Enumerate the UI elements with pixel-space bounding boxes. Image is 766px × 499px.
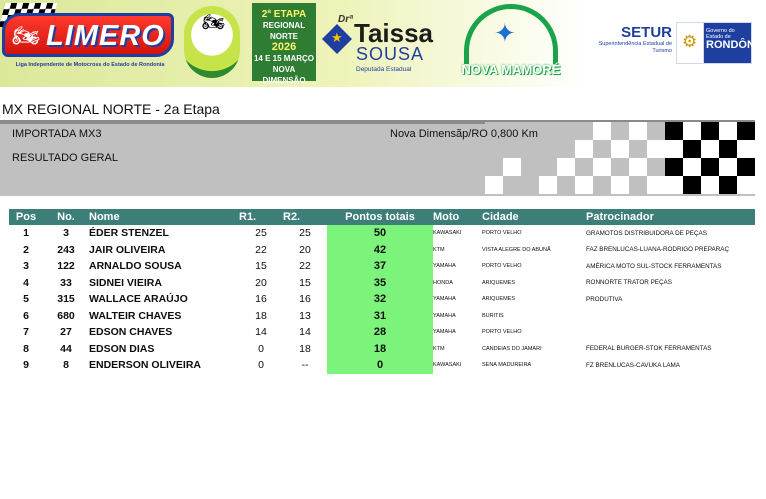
checker-square xyxy=(611,158,629,176)
table-row xyxy=(9,324,755,341)
etapa-region: REGIONAL NORTE xyxy=(262,21,306,41)
col-header-pos: Pos xyxy=(9,209,43,225)
cell-name: ÉDER STENZEL xyxy=(89,227,169,240)
checker-square xyxy=(719,122,737,140)
cell-race2: -- xyxy=(301,359,309,372)
table-row xyxy=(9,258,755,275)
cell-race2: 16 xyxy=(299,293,311,306)
col-header-sponsor: Patrocinador xyxy=(586,209,755,225)
cell-number: 315 xyxy=(57,293,75,306)
checker-square xyxy=(503,176,521,194)
checker-square xyxy=(575,176,593,194)
cell-race2: 14 xyxy=(299,326,311,339)
cell-bike: KAWASAKI xyxy=(433,362,462,369)
checker-square xyxy=(539,122,557,140)
cell-bike: KTM xyxy=(433,246,445,253)
checker-square xyxy=(629,176,647,194)
table-row xyxy=(9,308,755,325)
checker-square xyxy=(575,158,593,176)
cell-points: 32 xyxy=(327,291,433,308)
cell-city: VISTA ALEGRE DO ABUNÃ xyxy=(482,246,551,253)
cell-points: 31 xyxy=(327,308,433,325)
table-row xyxy=(9,275,755,292)
checker-square xyxy=(683,176,701,194)
checker-square xyxy=(575,140,593,158)
rondonia-logo xyxy=(676,22,766,64)
checker-square xyxy=(647,176,665,194)
cell-race2: 15 xyxy=(299,276,311,289)
event-title: MX REGIONAL NORTE - 2a Etapa xyxy=(2,101,220,117)
checker-square xyxy=(701,140,719,158)
checker-square xyxy=(737,176,755,194)
cell-city: CANDEIAS DO JAMARI xyxy=(482,345,542,352)
nova-mamore-name: NOVA MAMORÉ xyxy=(461,62,561,77)
checker-square xyxy=(737,158,755,176)
cell-points: 0 xyxy=(327,357,433,374)
checker-square xyxy=(485,140,503,158)
table-row xyxy=(9,291,755,308)
checker-square xyxy=(557,122,575,140)
setur-logo xyxy=(590,24,672,64)
table-row xyxy=(9,242,755,259)
checker-square xyxy=(593,122,611,140)
cell-points: 28 xyxy=(327,324,433,341)
cell-bike: YAMAHA xyxy=(433,263,456,270)
cell-race2: 22 xyxy=(299,260,311,273)
motocross-rider-icon: 🏍 xyxy=(12,23,40,48)
checker-square xyxy=(521,158,539,176)
checker-square xyxy=(521,140,539,158)
cell-race1: 15 xyxy=(255,260,267,273)
cell-pos: 5 xyxy=(23,293,29,306)
cell-race2: 18 xyxy=(299,342,311,355)
checker-square xyxy=(593,140,611,158)
cell-name: JAIR OLIVEIRA xyxy=(89,243,166,256)
checker-square xyxy=(683,140,701,158)
cell-sponsor: RONNORTE TRATOR PEÇAS xyxy=(586,279,672,287)
checker-square xyxy=(557,158,575,176)
cell-race1: 20 xyxy=(255,276,267,289)
checker-square xyxy=(539,158,557,176)
checker-square xyxy=(719,176,737,194)
cell-number: 122 xyxy=(57,260,75,273)
cell-bike: YAMAHA xyxy=(433,312,456,319)
checker-square xyxy=(665,176,683,194)
cell-race1: 16 xyxy=(255,293,267,306)
checker-square xyxy=(557,140,575,158)
cell-name: WALTEIR CHAVES xyxy=(89,309,182,322)
col-header-number: No. xyxy=(43,209,89,225)
checker-square xyxy=(647,158,665,176)
cell-city: BURITIS xyxy=(482,312,504,319)
cell-number: 44 xyxy=(60,342,72,355)
cell-race2: 13 xyxy=(299,309,311,322)
taissa-prefix: Drª xyxy=(338,14,353,25)
rondonia-big: RONDÔNIA xyxy=(706,39,766,51)
cell-pos: 1 xyxy=(23,227,29,240)
checker-square xyxy=(665,158,683,176)
cell-pos: 4 xyxy=(23,276,29,289)
category-name: IMPORTADA MX3 xyxy=(12,128,102,140)
col-header-city: Cidade xyxy=(482,209,586,225)
etapa-number: 2ª ETAPA xyxy=(261,9,307,20)
limero-logo xyxy=(2,3,177,81)
checker-square xyxy=(557,176,575,194)
cell-city: ARIQUEMES xyxy=(482,279,516,286)
cell-number: 680 xyxy=(57,309,75,322)
checker-square xyxy=(593,176,611,194)
checker-square xyxy=(737,140,755,158)
table-row xyxy=(9,357,755,374)
table-row xyxy=(9,341,755,358)
checker-square xyxy=(575,122,593,140)
cell-pos: 6 xyxy=(23,309,29,322)
etapa-venue: NOVA DIMENSÃO xyxy=(262,65,306,85)
cell-city: PORTO VELHO xyxy=(482,230,522,237)
checker-square xyxy=(485,176,503,194)
cell-race1: 0 xyxy=(258,342,264,355)
cell-sponsor: AMÉRICA MOTO SUL-STOCK FERRAMENTAS xyxy=(586,262,722,270)
cell-bike: HONDA xyxy=(433,279,453,286)
cell-sponsor: FEDERAL BURGER-STOK FERRAMENTAS xyxy=(586,345,712,353)
cell-name: ARNALDO SOUSA xyxy=(89,260,182,273)
cell-sponsor: GRAMOTOS DISTRIBUIDORA DE PEÇAS xyxy=(586,229,707,237)
taissa-sousa-logo xyxy=(322,10,444,76)
checker-square xyxy=(593,158,611,176)
cell-name: WALLACE ARAÚJO xyxy=(89,293,188,306)
checker-square xyxy=(701,122,719,140)
cell-number: 33 xyxy=(60,276,72,289)
cell-pos: 9 xyxy=(23,359,29,372)
cell-city: PORTO VELHO xyxy=(482,263,522,270)
cell-points: 37 xyxy=(327,258,433,275)
cell-pos: 8 xyxy=(23,342,29,355)
cell-points: 18 xyxy=(327,341,433,358)
checker-square xyxy=(629,122,647,140)
people-icon: ✦ xyxy=(494,18,516,48)
checker-square xyxy=(611,140,629,158)
col-header-name: Nome xyxy=(89,209,239,225)
cell-city: SENA MADUREIRA xyxy=(482,362,532,369)
cell-race1: 14 xyxy=(255,326,267,339)
checker-square xyxy=(719,158,737,176)
checker-square xyxy=(611,176,629,194)
table-row xyxy=(9,225,755,242)
checker-square xyxy=(611,122,629,140)
motocross-rider-icon: 🏍 xyxy=(202,12,225,32)
cell-number: 8 xyxy=(63,359,69,372)
checker-square xyxy=(521,176,539,194)
results-table xyxy=(9,209,755,374)
limero-tagline: Liga Independente de Motocross do Estado de Rondonia xyxy=(15,62,165,68)
checker-square xyxy=(647,122,665,140)
checker-square xyxy=(629,140,647,158)
checker-square xyxy=(629,158,647,176)
cell-race1: 18 xyxy=(255,309,267,322)
checker-square xyxy=(683,122,701,140)
checker-square xyxy=(539,140,557,158)
col-header-points: Pontos totais xyxy=(327,209,433,225)
cell-sponsor: PRODUTIVA xyxy=(586,295,623,303)
event-title-bar xyxy=(0,98,755,121)
checker-square xyxy=(485,158,503,176)
cell-number: 27 xyxy=(60,326,72,339)
cell-points: 42 xyxy=(327,242,433,259)
etapa-badge xyxy=(252,3,316,85)
cell-number: 3 xyxy=(63,227,69,240)
etapa-dates: 14 E 15 MARÇO xyxy=(253,54,315,63)
setur-acronym: SETUR xyxy=(621,24,672,41)
checker-square xyxy=(503,140,521,158)
checker-square xyxy=(701,158,719,176)
cell-race1: 25 xyxy=(255,227,267,240)
col-header-race1: R1. xyxy=(239,209,283,225)
setur-line2: Turismo xyxy=(652,48,672,54)
cell-race2: 20 xyxy=(299,243,311,256)
nova-mamore-logo xyxy=(456,4,566,82)
cell-bike: YAMAHA xyxy=(433,296,456,303)
checker-square xyxy=(665,122,683,140)
cell-bike: KAWASAKI xyxy=(433,230,462,237)
col-header-race2: R2. xyxy=(283,209,327,225)
motocross-emblem xyxy=(182,4,242,80)
sponsor-banner xyxy=(0,0,766,87)
cell-pos: 3 xyxy=(23,260,29,273)
col-header-bike: Moto xyxy=(433,209,482,225)
taissa-last-name: SOUSA xyxy=(356,44,425,64)
checker-square xyxy=(737,122,755,140)
cell-bike: YAMAHA xyxy=(433,329,456,336)
checker-square xyxy=(665,140,683,158)
cell-name: SIDNEI VIEIRA xyxy=(89,276,162,289)
cell-name: ENDERSON OLIVEIRA xyxy=(89,359,202,372)
cell-sponsor: FZ BRENLUCAS-CAVUKA LAMA xyxy=(586,361,681,369)
checker-square xyxy=(701,176,719,194)
checker-square xyxy=(647,140,665,158)
cell-pos: 7 xyxy=(23,326,29,339)
cell-name: EDSON DIAS xyxy=(89,342,155,355)
taissa-first-name: Taissa xyxy=(354,18,434,48)
cell-bike: KTM xyxy=(433,345,445,352)
cell-city: PORTO VELHO xyxy=(482,329,522,336)
cell-city: ARIQUEMES xyxy=(482,296,516,303)
limero-name: LIMERO xyxy=(46,20,165,52)
cell-sponsor: FAZ BRENLUCAS-LUANA-RODRIGO PREPARAÇ xyxy=(586,246,729,254)
cell-sponsor xyxy=(586,324,755,341)
checker-square xyxy=(539,176,557,194)
event-location: Nova Dimensãp/RO 0,800 Km xyxy=(390,128,538,140)
cell-points: 50 xyxy=(327,225,433,242)
setur-line1: Superintendência Estadual de xyxy=(598,41,672,47)
state-crest-icon xyxy=(676,22,704,64)
cell-name: EDSON CHAVES xyxy=(89,326,173,339)
result-type: RESULTADO GERAL xyxy=(12,152,118,164)
checker-square xyxy=(719,140,737,158)
cell-number: 243 xyxy=(57,243,75,256)
results-header-row xyxy=(9,209,755,225)
checker-square xyxy=(683,158,701,176)
cell-race2: 25 xyxy=(299,227,311,240)
cell-race1: 0 xyxy=(258,359,264,372)
cell-points: 35 xyxy=(327,275,433,292)
checker-square xyxy=(503,158,521,176)
rondonia-small: Governo do Estado de xyxy=(706,28,735,40)
cell-race1: 22 xyxy=(255,243,267,256)
taissa-subtitle: Deputada Estadual xyxy=(356,66,412,73)
cell-pos: 2 xyxy=(23,243,29,256)
star-icon xyxy=(322,24,352,54)
cell-sponsor xyxy=(586,308,755,325)
etapa-year: 2026 xyxy=(271,41,297,53)
